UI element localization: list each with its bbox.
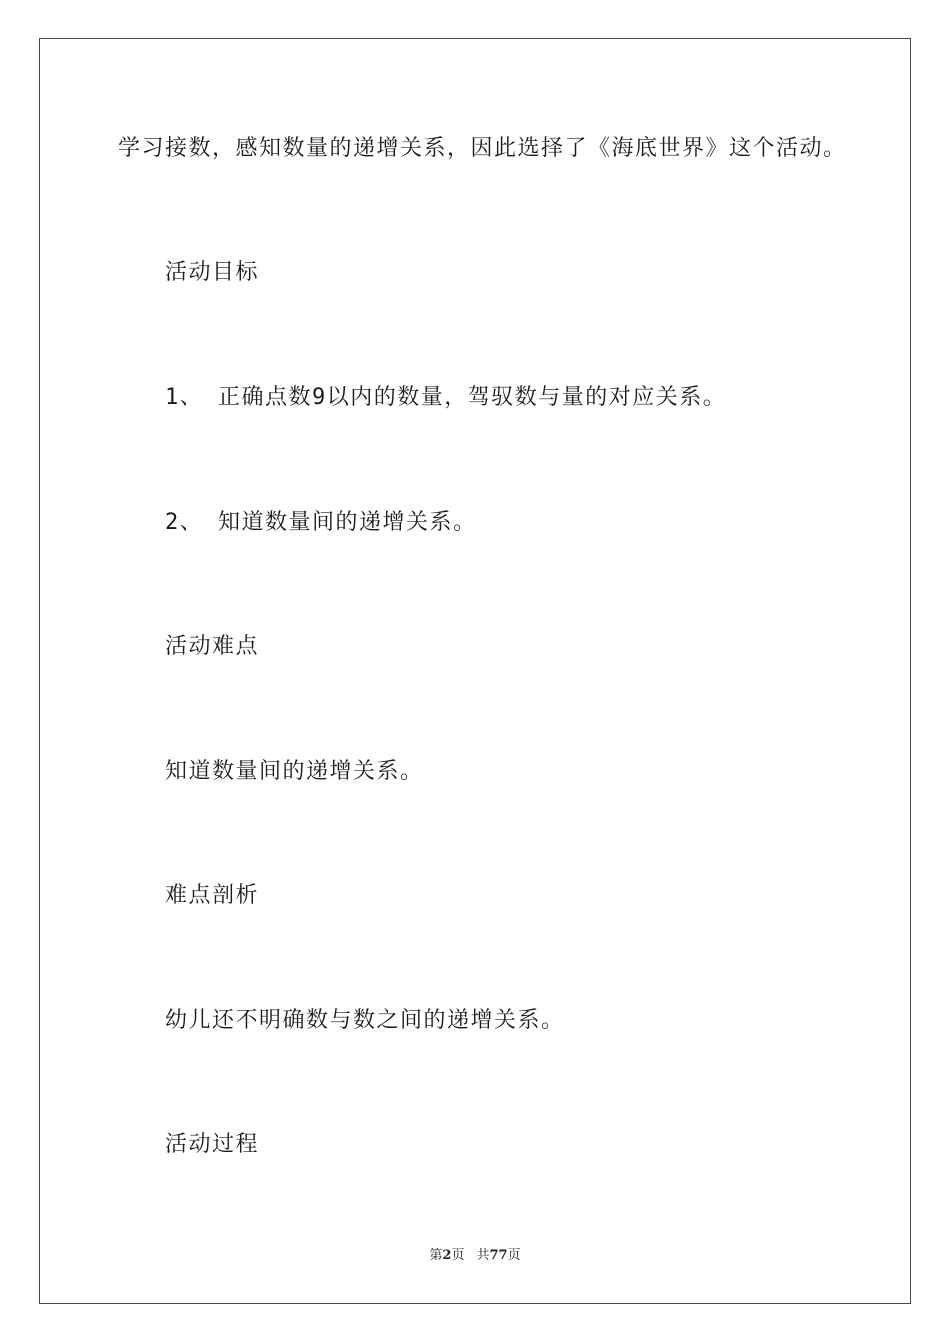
footer-page-number: 2	[442, 1248, 452, 1263]
page-footer	[0, 1246, 950, 1266]
footer-total-suffix: 页	[507, 1248, 521, 1263]
goal-item-2: 2、 知道数量间的递增关系。	[165, 510, 477, 535]
paragraph-difficulty: 知道数量间的递增关系。	[165, 759, 424, 784]
paragraph-intro: 学习接数，感知数量的递增关系，因此选择了《海底世界》这个活动。	[118, 136, 847, 161]
goal-item-1: 1、 正确点数9以内的数量，驾驭数与量的对应关系。	[165, 385, 727, 410]
footer-page-suffix: 页	[451, 1248, 465, 1263]
heading-difficulty-analysis: 难点剖析	[165, 883, 260, 908]
heading-activity-difficulty: 活动难点	[165, 634, 260, 659]
footer-page-prefix: 第	[429, 1248, 443, 1263]
page-border	[39, 38, 911, 1304]
footer-total-pages: 77	[489, 1248, 508, 1263]
paragraph-analysis: 幼儿还不明确数与数之间的递增关系。	[165, 1008, 565, 1033]
heading-activity-process: 活动过程	[165, 1132, 260, 1157]
heading-activity-goals: 活动目标	[165, 260, 260, 285]
footer-total-prefix: 共	[476, 1248, 490, 1263]
